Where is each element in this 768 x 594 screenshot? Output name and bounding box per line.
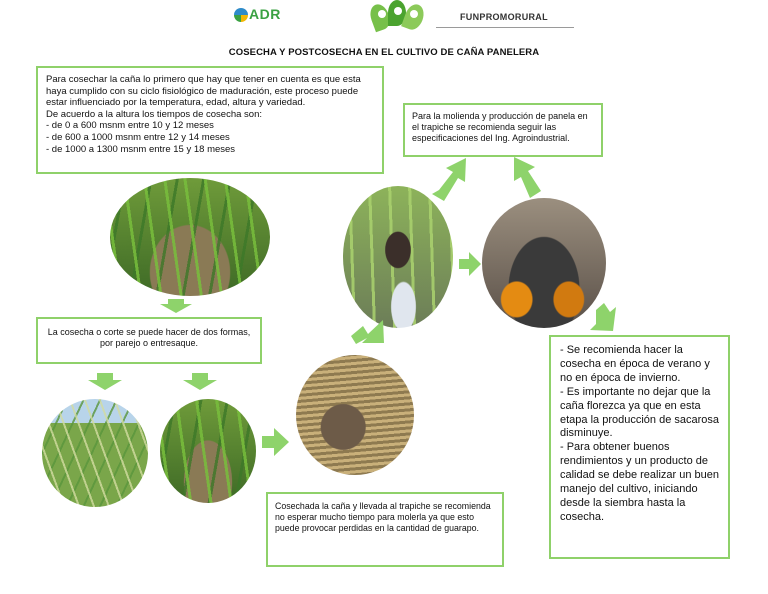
funpromorural-name: FUNPROMORURAL <box>436 12 574 28</box>
adr-logo-text: ADR <box>249 6 281 22</box>
arrow-up-right-icon <box>432 158 466 201</box>
arrow-down-icon <box>183 373 217 390</box>
arrow-right-icon <box>459 252 481 276</box>
recomendacion-item: - Se recomienda hacer la cosecha en época de verano y no en época de invierno. <box>560 344 710 384</box>
maduracion-item: - de 0 a 600 msnm entre 10 y 12 meses <box>46 120 214 132</box>
arrow-down-icon <box>160 299 192 313</box>
arrow-up-left-icon <box>514 157 541 198</box>
maduracion-lead: De acuerdo a la altura los tiempos de cosecha son: <box>46 108 262 120</box>
page-title: COSECHA Y POSTCOSECHA EN EL CULTIVO DE CAÑA PANELERA <box>228 47 540 58</box>
box-molienda: Para la molienda y producción de panela en el trapiche se recomienda seguir las especificaciones del Ing. Agroindustrial. <box>403 103 603 157</box>
maduracion-item: - de 1000 a 1300 msnm entre 15 y 18 meses <box>46 143 236 155</box>
maduracion-intro: Para cosechar la caña lo primero que hay que tener en cuenta es que esta haya cumplido con su ciclo fisiológico de maduración, este proceso puede estar influenciado por la temperatura, edad, altura y variedad. <box>46 74 361 109</box>
box-trapiche: Cosechada la caña y llevada al trapiche se recomienda no esperar mucho tiempo para molerla ya que esto puede provocar perdidas en la cantidad de guarapo. <box>266 492 504 567</box>
arrow-down-icon <box>88 373 122 390</box>
arrow-down-right-icon <box>590 303 616 331</box>
maduracion-item: - de 600 a 1000 msnm entre 12 y 14 meses <box>46 131 230 143</box>
arrow-up-right-icon <box>351 320 384 344</box>
box-formas-cosecha: La cosecha o corte se puede hacer de dos formas, por parejo o entresaque. <box>36 317 262 364</box>
recomendacion-item: - Es importante no dejar que la caña florezca ya que en esta etapa la producción de sacarosa disminuye. <box>560 385 719 440</box>
recomendacion-item: - Para obtener buenos rendimientos y un producto de calidad se debe realizar un buen manejo del cultivo, iniciando desde la siembra hasta la cosecha. <box>560 441 720 523</box>
arrow-right-icon <box>262 428 289 456</box>
